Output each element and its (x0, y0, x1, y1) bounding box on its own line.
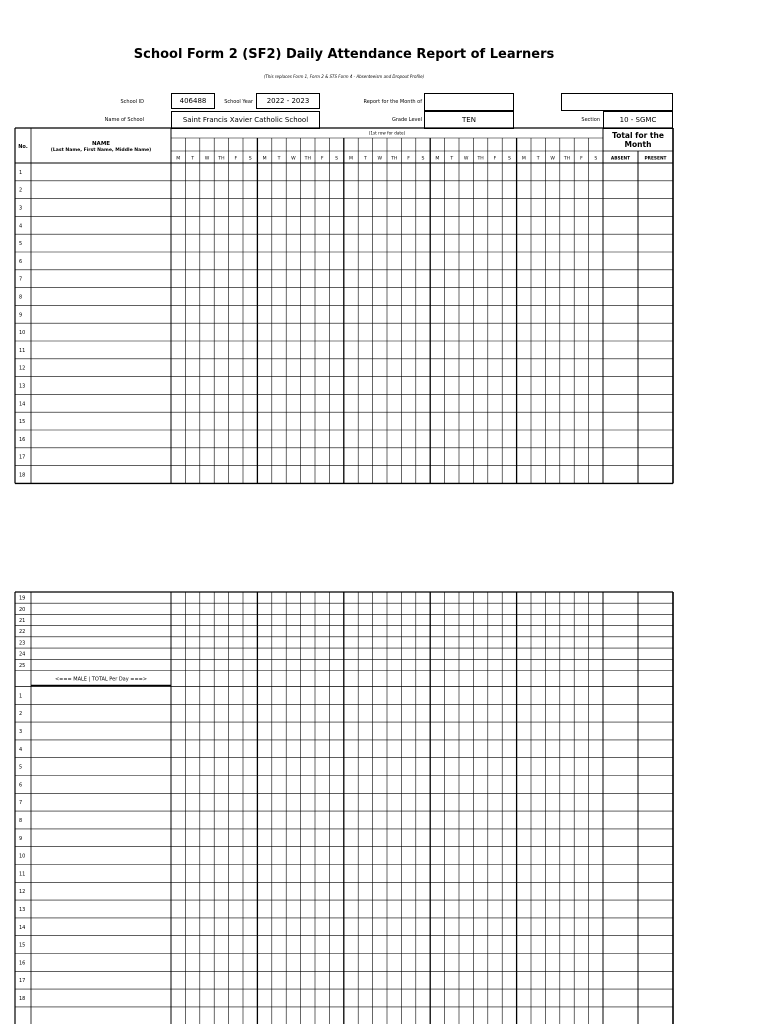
row-number: 19 (19, 595, 26, 602)
row-number: 10 (19, 330, 26, 337)
row-number: 7 (19, 800, 23, 807)
day-label: W (550, 156, 555, 162)
row-number: 23 (19, 640, 26, 647)
row-number: 5 (19, 241, 23, 248)
day-label: F (580, 156, 583, 162)
row-number: 5 (19, 764, 23, 771)
name-column-header: NAME (91, 141, 111, 147)
name-column-subheader: (Last Name, First Name, Middle Name) (50, 148, 152, 153)
day-label: F (407, 156, 410, 162)
day-label: TH (304, 156, 311, 162)
day-label: T (191, 156, 195, 162)
row-number: 6 (19, 782, 23, 789)
day-label: TH (477, 156, 484, 162)
row-number: 16 (19, 436, 26, 443)
row-number: 3 (19, 728, 23, 735)
row-number: 14 (19, 924, 26, 931)
day-label: W (204, 156, 210, 162)
form-title: School Form 2 (SF2) Daily Attendance Report of Learners (133, 47, 555, 62)
school-id-label: School ID (120, 99, 144, 105)
row-number: 9 (19, 312, 23, 319)
day-label: F (320, 156, 324, 162)
row-number: 14 (19, 401, 26, 408)
day-label: T (277, 156, 281, 162)
row-number: 15 (19, 942, 26, 949)
row-number: 6 (19, 258, 23, 265)
section-label: Section (581, 117, 600, 123)
row-number: 3 (19, 205, 23, 212)
day-label: T (363, 156, 367, 162)
day-label: TH (218, 156, 225, 162)
absent-header: ABSENT (610, 156, 631, 162)
form-subtitle: (This replaces Form 1, Form 2 & STS Form 4 - Absenteeism and Dropout Profile) (263, 74, 425, 79)
section-field[interactable]: 10 - SGMC (603, 111, 673, 129)
row-number: 1 (19, 169, 23, 176)
day-label: M (521, 156, 526, 162)
row-number: 22 (19, 629, 26, 636)
total-month-header: Total for the (612, 131, 664, 140)
row-number: 24 (19, 651, 26, 658)
day-label: M (176, 156, 181, 162)
present-header: PRESENT (644, 156, 667, 162)
day-label: S (594, 156, 598, 162)
day-label: S (421, 156, 425, 162)
row-number: 11 (19, 347, 26, 354)
row-number: 18 (19, 995, 26, 1002)
row-number: 7 (19, 276, 23, 283)
row-number: 13 (19, 383, 26, 390)
row-number: 17 (19, 454, 26, 461)
row-number: 9 (19, 835, 23, 842)
day-label: T (536, 156, 540, 162)
school-id-field[interactable]: 406488 (171, 93, 215, 109)
row-number: 4 (19, 223, 23, 230)
day-label: W (463, 156, 469, 162)
dates-caption: (1st row for date) (368, 130, 406, 136)
grade-level-field[interactable]: TEN (424, 111, 514, 129)
row-number: 10 (19, 853, 26, 860)
row-number: 11 (19, 871, 26, 878)
day-label: W (377, 156, 383, 162)
day-label: M (435, 156, 440, 162)
report-month-label: Report for the Month of (363, 99, 422, 105)
day-label: TH (563, 156, 571, 162)
no-column-header: No. (18, 144, 28, 150)
row-number: 12 (19, 889, 26, 896)
school-name-label: Name of School (104, 117, 144, 123)
day-label: W (291, 156, 296, 162)
day-label: M (262, 156, 267, 162)
row-number: 12 (19, 365, 26, 372)
day-label: S (248, 156, 252, 162)
day-label: S (507, 156, 511, 162)
row-number: 2 (19, 711, 23, 718)
grade-level-label: Grade Level (391, 117, 422, 123)
school-year-label: School Year (224, 99, 253, 105)
row-number: 4 (19, 746, 23, 753)
total-month-header-line2: Month (624, 140, 652, 149)
row-number: 8 (19, 294, 23, 301)
row-number: 25 (19, 662, 26, 669)
day-label: TH (391, 156, 398, 162)
day-label: T (450, 156, 454, 162)
day-label: F (234, 156, 238, 162)
row-number: 15 (19, 419, 26, 426)
row-number: 21 (19, 618, 26, 625)
row-number: 8 (19, 817, 23, 824)
school-year-field[interactable]: 2022 - 2023 (256, 93, 320, 109)
row-number: 1 (19, 693, 23, 700)
day-label: S (335, 156, 339, 162)
row-number: 20 (19, 606, 26, 613)
day-label: F (493, 156, 497, 162)
row-number: 16 (19, 960, 26, 967)
row-number: 18 (19, 472, 26, 479)
male-total-label: <=== MALE | TOTAL Per Day ===> (54, 676, 148, 683)
row-number: 13 (19, 906, 26, 913)
school-name-field[interactable]: Saint Francis Xavier Catholic School (171, 111, 320, 129)
day-label: M (349, 156, 353, 162)
row-number: 17 (19, 978, 26, 985)
row-number: 2 (19, 187, 23, 194)
